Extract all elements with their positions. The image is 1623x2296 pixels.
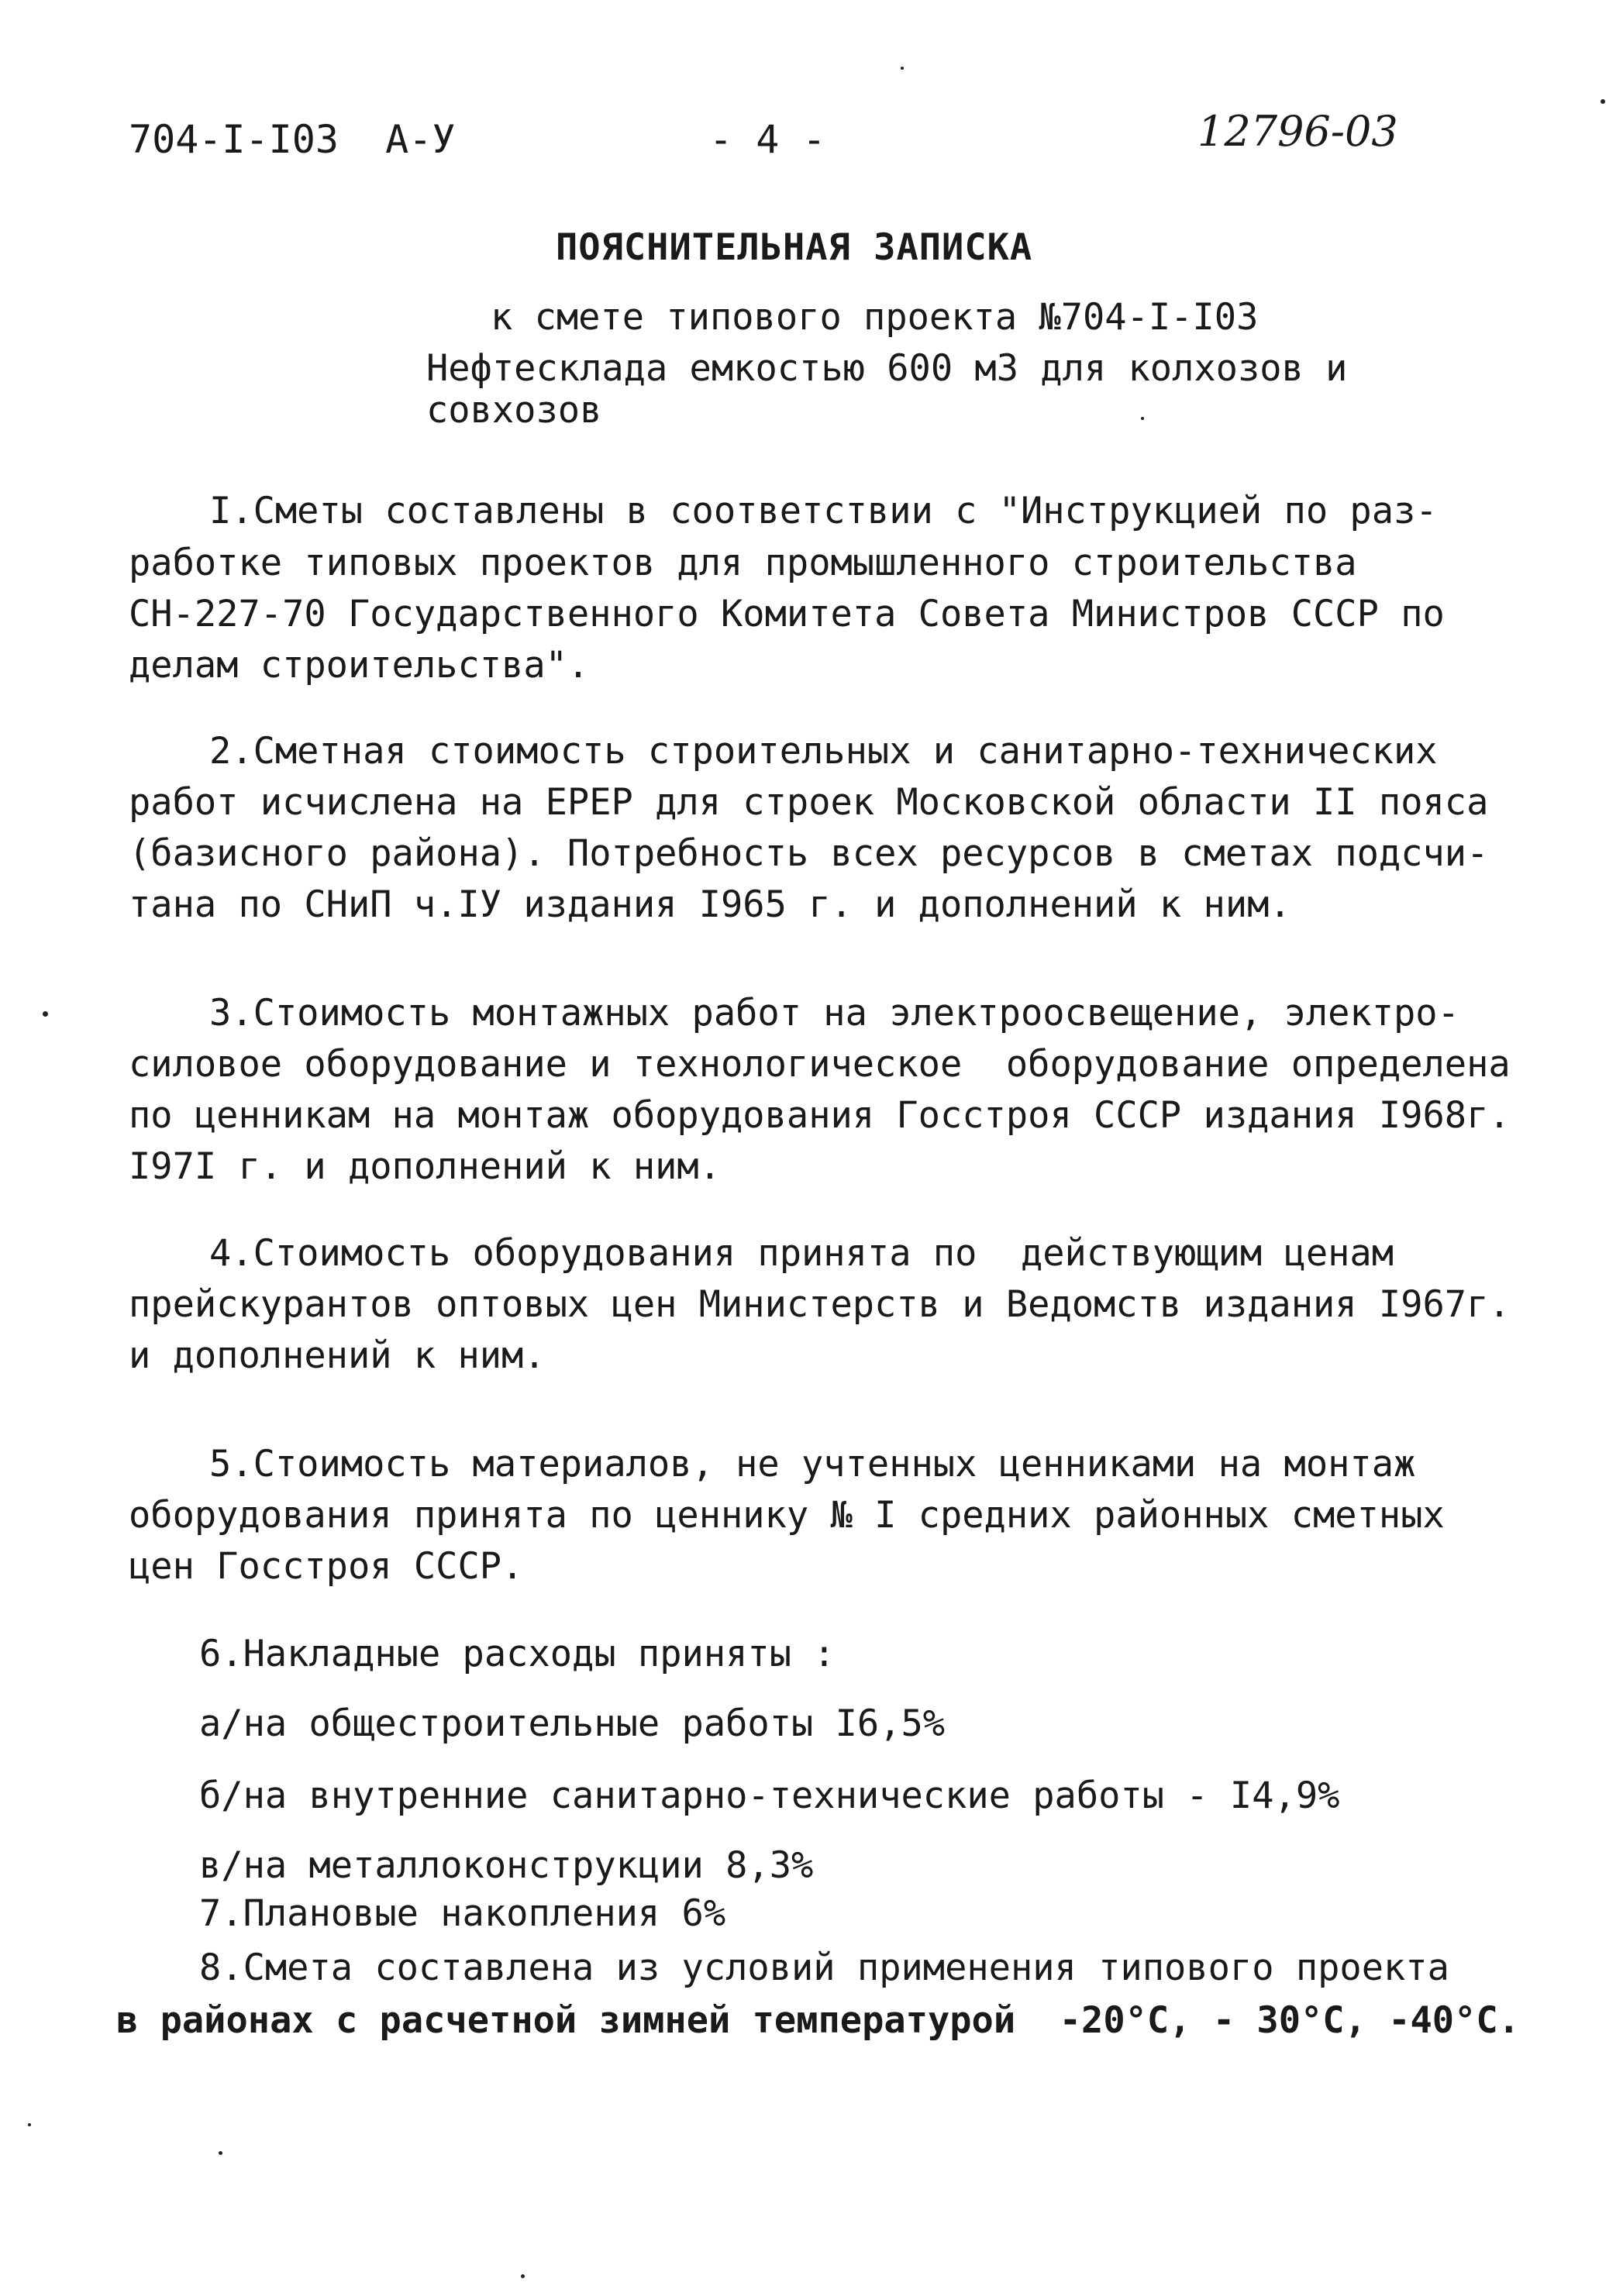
paragraph-2-line: работ исчислена на ЕРЕР для строек Московской области II пояса bbox=[129, 781, 1489, 824]
paragraph-4-line: 4.Стоимость оборудования принята по действующим ценам bbox=[209, 1232, 1394, 1275]
paragraph-2-line: (базисного района). Потребность всех ресурсов в сметах подсчи- bbox=[129, 832, 1489, 875]
paragraph-2-line: тана по СНиП ч.IУ издания I965 г. и дополнений к ним. bbox=[129, 883, 1291, 926]
paragraph-4-line: и дополнений к ним. bbox=[129, 1334, 546, 1377]
scan-speck bbox=[219, 2151, 222, 2155]
paragraph-3-line: по ценникам на монтаж оборудования Госстроя СССР издания I968г. bbox=[129, 1094, 1511, 1137]
scan-speck bbox=[901, 67, 904, 70]
paragraph-8-line: 8.Смета составлена из условий применения типового проекта bbox=[199, 1947, 1449, 1989]
paragraph-5-line: 5.Стоимость материалов, не учтенных ценниками на монтаж bbox=[209, 1443, 1416, 1485]
overhead-item-v: в/на металлоконструкции 8,3% bbox=[199, 1844, 814, 1887]
handwritten-number: 12796-03 bbox=[1197, 107, 1398, 156]
planned-savings: 7.Плановые накопления 6% bbox=[199, 1892, 726, 1935]
paragraph-8-line: в районах с расчетной зимней температурой -20°C, - 30°C, -40°C. bbox=[116, 1999, 1520, 2042]
scan-speck bbox=[521, 2274, 525, 2278]
overhead-item-a: а/на общестроительные работы I6,5% bbox=[199, 1702, 946, 1745]
paragraph-1-line: СН-227-70 Государственного Комитета Совета Министров СССР по bbox=[129, 593, 1445, 635]
subtitle-line: к смете типового проекта №704-I-I03 bbox=[491, 296, 1259, 339]
paragraph-3-line: 3.Стоимость монтажных работ на электроосвещение, электро- bbox=[209, 992, 1459, 1034]
scan-speck bbox=[1141, 417, 1144, 420]
paragraph-4-line: прейскурантов оптовых цен Министерств и Ведомств издания I967г. bbox=[129, 1283, 1511, 1326]
paragraph-1-line: I.Сметы составлены в соответствии с "Инструкцией по раз- bbox=[209, 490, 1438, 532]
subtitle-line: Нефтесклада емкостью 600 м3 для колхозов и bbox=[426, 347, 1348, 390]
page-number: - 4 - bbox=[709, 117, 826, 162]
paragraph-3-line: силовое оборудование и технологическое оборудование определена bbox=[129, 1043, 1511, 1086]
scan-speck bbox=[28, 2123, 31, 2126]
paragraph-2-line: 2.Сметная стоимость строительных и санитарно-технических bbox=[209, 730, 1438, 773]
subtitle-line: совхозов bbox=[426, 389, 602, 432]
scan-speck bbox=[43, 1011, 48, 1017]
paragraph-5-line: оборудования принята по ценнику № I средних районных сметных bbox=[129, 1494, 1445, 1537]
paragraph-1-line: работке типовых проектов для промышленного строительства bbox=[129, 542, 1357, 584]
scan-speck bbox=[1601, 99, 1605, 104]
document-code: 704-I-I03 А-У bbox=[129, 117, 456, 162]
document-heading: ПОЯСНИТЕЛЬНАЯ ЗАПИСКА bbox=[556, 226, 1033, 269]
overhead-item-b: б/на внутренние санитарно-технические работы - I4,9% bbox=[199, 1774, 1340, 1817]
paragraph-1-line: делам строительства". bbox=[129, 644, 590, 687]
paragraph-5-line: цен Госстроя СССР. bbox=[129, 1545, 524, 1588]
overhead-intro: 6.Накладные расходы приняты : bbox=[199, 1633, 836, 1675]
paragraph-3-line: I97I г. и дополнений к ним. bbox=[129, 1145, 722, 1188]
